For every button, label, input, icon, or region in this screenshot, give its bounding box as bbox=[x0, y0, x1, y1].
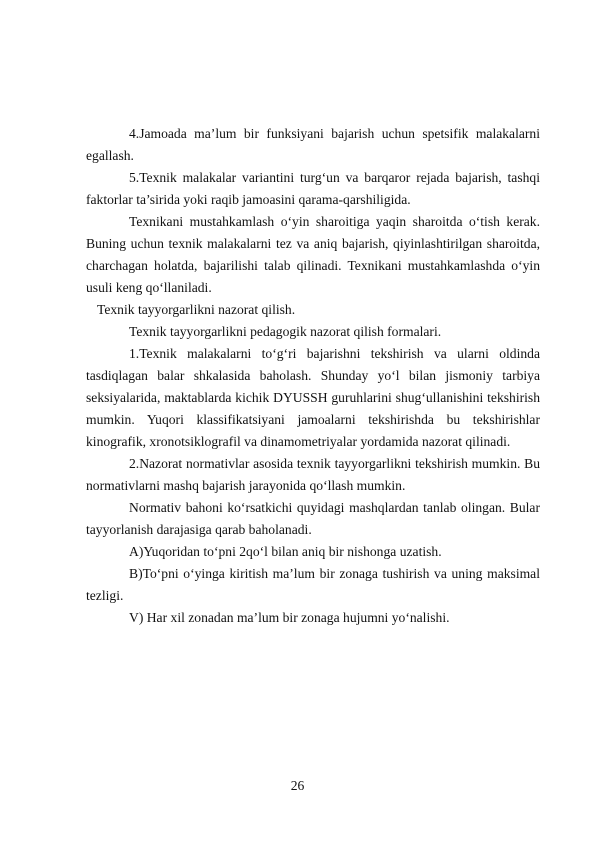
paragraph-8: Normativ bahoni ko‘rsatkichi quyidagi mashqlardan tanlab olingan. Bular tayyorlanish darajasiga qarab baholanadi. bbox=[86, 500, 540, 537]
page-number: 26 bbox=[290, 778, 305, 793]
list-item-a: A)Yuqoridan to‘pni 2qo‘l bilan aniq bir nishonga uzatish. bbox=[129, 544, 442, 559]
document-body bbox=[86, 123, 540, 629]
list-item-v: V) Har xil zonadan ma’lum bir zonaga hujumni yo‘nalishi. bbox=[129, 610, 450, 625]
paragraph-2: 5.Texnik malakalar variantini turg‘un va barqaror rejada bajarish, tashqi faktorlar ta’sirida yoki raqib jamoasini qarama-qarshiligida. bbox=[86, 170, 540, 207]
subsection-heading: Texnik tayyorgarlikni pedagogik nazorat qilish formalari. bbox=[129, 324, 442, 339]
list-item-b: B)To‘pni o‘yinga kiritish ma’lum bir zonaga tushirish va uning maksimal tezligi. bbox=[86, 566, 540, 603]
paragraph-3: Texnikani mustahkamlash o‘yin sharoitiga yaqin sharoitda o‘tish kerak. Buning uchun texnik malakalarni tez va aniq bajarish, qiyinlashtirilgan sharoitda, charchagan holatda, bajarilishi talab qilinadi. Texnikani mustahkamlashda o‘yin usuli keng qo‘llaniladi. bbox=[86, 214, 540, 295]
paragraph-7: 2.Nazorat normativlar asosida texnik tayyorgarlikni tekshirish mumkin. Bu normativlarni mashq bajarish jarayonida qo‘llash mumkin. bbox=[86, 456, 540, 493]
paragraph-6: 1.Texnik malakalarni to‘g‘ri bajarishni tekshirish va ularni oldinda tasdiqlagan balar shkalasida baholash. Shunday yo‘l bilan jismoniy tarbiya seksiyalarida, maktablarda kichik DYUSSH guruhlarini shug‘ullanishini tekshirish mumkin. Yuqori klassifikatsiyani jamoalarni tekshirishda bu tekshirishlar kinografik, xronotsiklografil va dinamometriyalar yordamida nazorat qilinadi. bbox=[86, 346, 540, 449]
paragraph-1: 4.Jamoada ma’lum bir funksiyani bajarish uchun spetsifik malakalarni egallash. bbox=[86, 126, 540, 163]
section-heading: Texnik tayyorgarlikni nazorat qilish. bbox=[97, 302, 296, 317]
